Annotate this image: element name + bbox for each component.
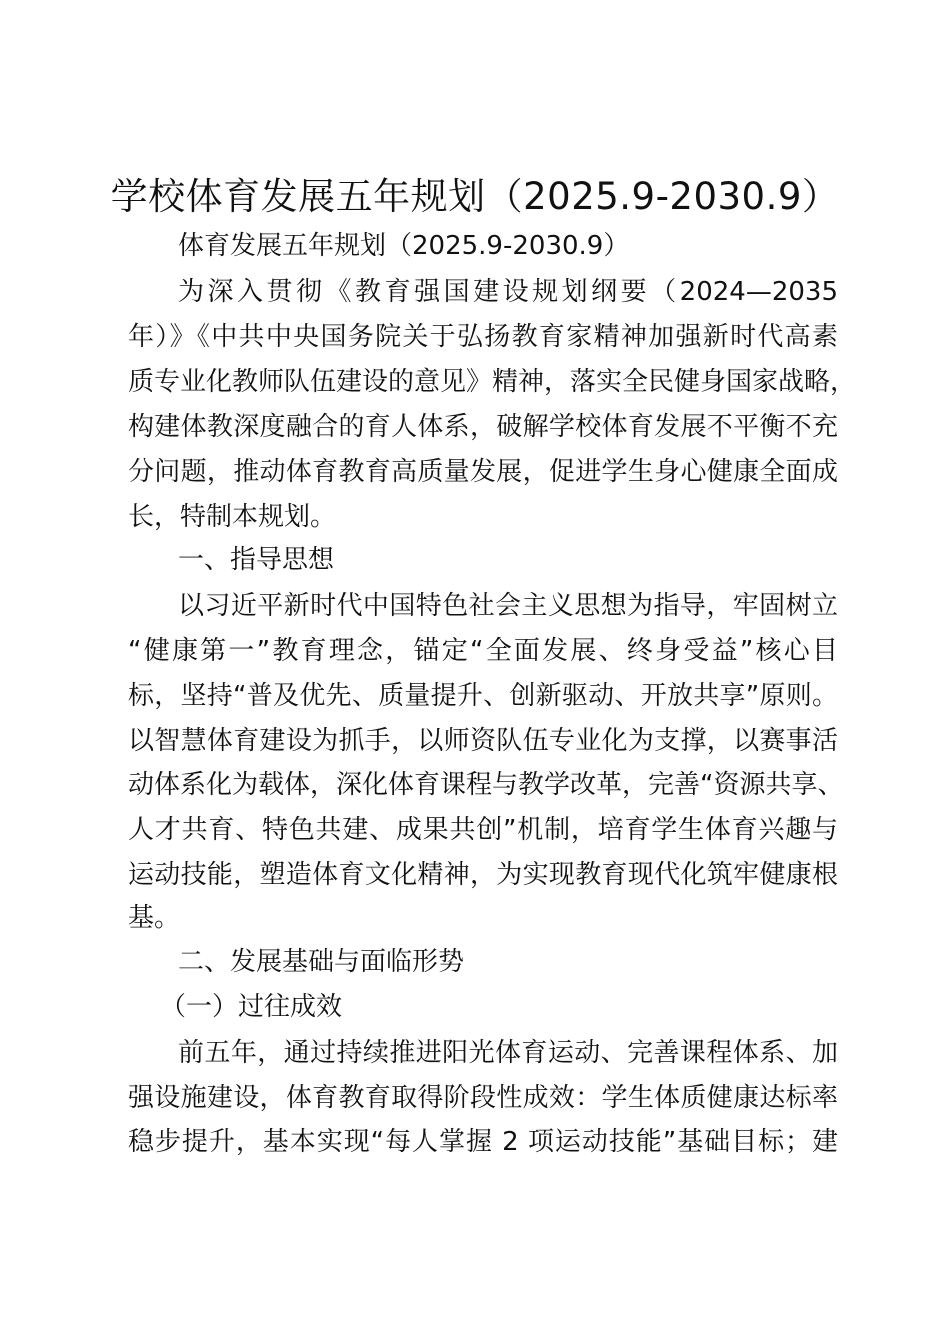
subtitle-line: 体育发展五年规划（2025.9-2030.9） [178, 231, 630, 261]
section-heading: 一、指导思想 [178, 545, 335, 575]
intro-line: 长，特制本规划。 [128, 502, 337, 532]
guiding-thought-line: 动体系化为载体，深化体育课程与教学改革，完善“资源共享、 [128, 770, 844, 800]
guiding-thought-line: 以习近平新时代中国特色社会主义思想为指导，牢固树立 [178, 591, 838, 621]
guiding-thought-line: “健康第一”教育理念，锚定“全面发展、终身受益”核心目 [128, 636, 838, 666]
guiding-thought-line: 运动技能，塑造体育文化精神，为实现教育现代化筑牢健康根 [128, 860, 838, 890]
document-title: 学校体育发展五年规划（2025.9-2030.9） [110, 175, 840, 218]
past-results-line: 前五年，通过持续推进阳光体育运动、完善课程体系、加 [178, 1038, 838, 1068]
guiding-thought-line: 人才共育、特色共建、成果共创”机制，培育学生体育兴趣与 [128, 815, 838, 845]
intro-line: 质专业化教师队伍建设的意见》精神，落实全民健身国家战略， [128, 367, 857, 397]
intro-line: 构建体教深度融合的育人体系，破解学校体育发展不平衡不充 [128, 412, 838, 442]
guiding-thought-line: 基。 [128, 903, 181, 933]
past-results-line: 强设施建设，体育教育取得阶段性成效：学生体质健康达标率 [128, 1083, 838, 1113]
guiding-thought-line: 标，坚持“普及优先、质量提升、创新驱动、开放共享”原则。 [128, 681, 838, 711]
intro-line: 年）》《中共中央国务院关于弘扬教育家精神加强新时代高素 [128, 322, 838, 352]
guiding-thought-line: 以智慧体育建设为抓手，以师资队伍专业化为支撑，以赛事活 [128, 726, 838, 756]
intro-line: 为深入贯彻《教育强国建设规划纲要（2024—2035 [178, 277, 838, 307]
subsection-heading: （一）过往成效 [160, 992, 343, 1022]
section-heading: 二、发展基础与面临形势 [178, 947, 465, 977]
intro-line: 分问题，推动体育教育高质量发展，促进学生身心健康全面成 [128, 457, 838, 487]
past-results-line: 稳步提升，基本实现“每人掌握 2 项运动技能”基础目标；建 [128, 1127, 838, 1157]
